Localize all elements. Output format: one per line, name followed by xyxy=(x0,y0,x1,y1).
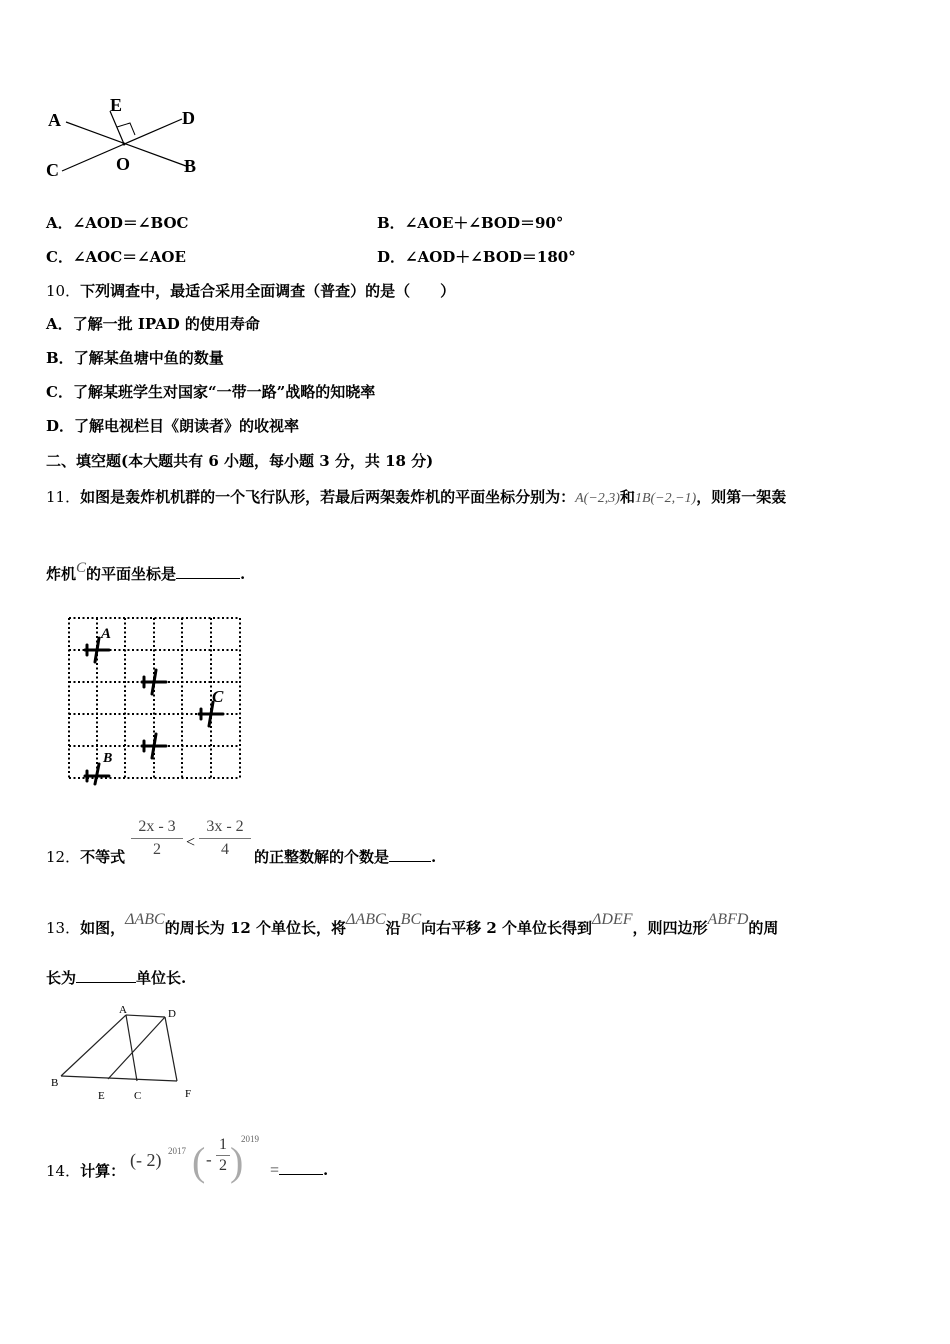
q14-line: 14．计算： xyxy=(46,1162,126,1180)
coord-b: 1B(−2,−1) xyxy=(634,491,697,506)
q9-option-b[interactable]: B．∠AOE＋∠BOD＝90° xyxy=(377,214,564,232)
q11-line1: 11．如图是轰炸机机群的一个飞行队形，若最后两架轰炸机的平面坐标分别为：A(−2,3)和1B(−2,−1)，则第一架轰 xyxy=(46,488,787,506)
label-A: A xyxy=(48,110,61,130)
q12-fraction-1: 2x - 3 2 xyxy=(131,818,183,859)
label-O: O xyxy=(116,154,131,174)
plane-label-c: C xyxy=(212,687,224,706)
q12-less-than: < xyxy=(186,834,196,851)
answer-blank[interactable] xyxy=(389,847,431,862)
q14-expression: (- 2) 2017 ( - 1 2 ) 2019 xyxy=(130,1134,259,1184)
fig13-label-c: C xyxy=(134,1090,142,1102)
answer-blank[interactable] xyxy=(176,564,240,579)
q13-line2: 长为 单位长. xyxy=(46,969,187,987)
plane-label-b: B xyxy=(103,751,113,766)
label-B: B xyxy=(184,156,197,176)
label-E: E xyxy=(110,95,123,115)
plane-label-a: A xyxy=(101,626,112,642)
coord-a: A(−2,3) xyxy=(575,491,620,506)
fig13-label-b: B xyxy=(51,1077,59,1089)
q10-option-a[interactable]: A．了解一批 IPAD 的使用寿命 xyxy=(46,315,260,333)
q9-option-a[interactable]: A．∠AOD＝∠BOC xyxy=(46,214,189,232)
answer-blank[interactable] xyxy=(76,968,136,983)
answer-blank[interactable] xyxy=(279,1160,323,1175)
fig13-label-e: E xyxy=(98,1090,105,1102)
q12-fraction-2: 3x - 2 4 xyxy=(199,818,251,859)
q9-option-d[interactable]: D．∠AOD＋∠BOD＝180° xyxy=(377,248,576,266)
label-D: D xyxy=(182,108,195,128)
q9-option-c[interactable]: C．∠AOC＝∠AOE xyxy=(46,248,186,266)
fig13-label-d: D xyxy=(168,1008,176,1020)
q11-line2: 炸机C的平面坐标是 . xyxy=(46,560,246,583)
fig13-label-a: A xyxy=(119,1004,127,1016)
q13-line1: 13．如图，ΔABC的周长为 12 个单位长，将ΔABC沿BC向右平移 2 个单位长得到ΔDEF，则四边形ABFD的周 xyxy=(46,911,779,937)
angle-figure xyxy=(44,94,214,184)
q10-stem: 10．下列调查中，最适合采用全面调查（普查）的是（ ） xyxy=(46,282,456,300)
plane-grid-figure xyxy=(64,614,246,786)
fig13-label-f: F xyxy=(185,1088,192,1100)
q10-option-b[interactable]: B．了解某鱼塘中鱼的数量 xyxy=(46,349,224,367)
section-title: 二、填空题(本大题共有 6 小题，每小题 3 分，共 18 分) xyxy=(46,452,434,470)
translation-figure xyxy=(48,1003,198,1103)
q14-line-rest: = . xyxy=(270,1161,329,1179)
label-C: C xyxy=(46,160,59,180)
q10-option-c[interactable]: C．了解某班学生对国家“一带一路”战略的知晓率 xyxy=(46,383,376,401)
q12-line-rest: 的正整数解的个数是 . xyxy=(254,848,437,866)
q12-line: 12．不等式 xyxy=(46,848,126,866)
q10-option-d[interactable]: D．了解电视栏目《朗读者》的收视率 xyxy=(46,417,300,435)
